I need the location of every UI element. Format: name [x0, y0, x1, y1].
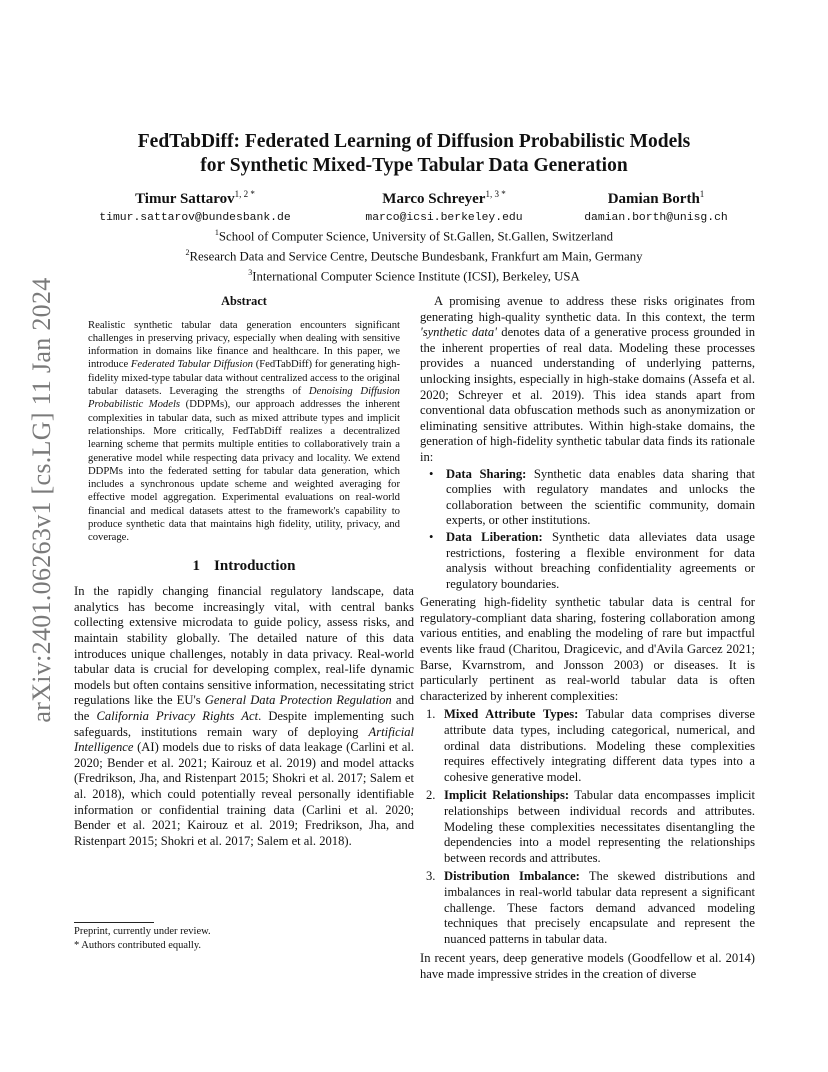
- footnote-rule: [74, 922, 154, 923]
- author-name: Damian Borth$^1$: [607, 189, 705, 207]
- footnotes: [74, 925, 414, 952]
- list-item: • Data Sharing: Synthetic data enables data sharing that complies with regulatory mandates and unlocks the collaboration between the scientific community, domain experts, or other institutions.: [429, 466, 755, 528]
- author-name: Timur Sattarov$^{1, 2 *}$: [135, 189, 255, 207]
- complexities-numbered-list: [420, 707, 755, 947]
- list-item: • Data Liberation: Synthetic data alleviates data usage restrictions, fostering a flexible environment for data analysis without breaching confidentiality agreements or regulatory boundaries.: [429, 529, 755, 591]
- paper-title: [100, 130, 728, 178]
- affiliation: $^1$School of Computer Science, University of St.Gallen, St.Gallen, Switzerland: [214, 228, 614, 244]
- list-item: 2. Implicit Relationships: Tabular data encompasses implicit relationships between individual records and attributes. Modeling these complexities necessitates disentangling the dependencies into a model representing the relationships between records and attributes.: [426, 788, 755, 865]
- right-paragraph-3: In recent years, deep generative models (Goodfellow et al. 2014) have made impressive strides in the creation of diverse: [420, 951, 755, 981]
- right-paragraph-1: A promising avenue to address these risks originates from generating high-quality synthetic data. In this context, the term 'synthetic data' denotes data of a generative process grounded in the inherent properties of real data. Modeling these processes provides a nuanced understanding of underlying patterns, unlocking insights, especially in high-stake domains (Assefa et al. 2020; Schreyer et al. 2019). This idea stands apart from conventional data obfuscation methods such as anonymization or eliminating sensitive attributes. Within high-stake domains, the generation of high-fidelity synthetic tabular data finds its rationale in:: [420, 294, 755, 464]
- rationale-bullet-list: [420, 467, 755, 593]
- author-email: timur.sattarov@bundesbank.de: [99, 212, 291, 224]
- author-2: [326, 184, 562, 227]
- right-column: [420, 294, 755, 983]
- affiliations: [100, 225, 728, 284]
- right-paragraph-2: Generating high-fidelity synthetic tabular data is central for regulatory-compliant data sharing, fostering collaboration among various entities, and enabling the modeling of rare but impactful events like fraud (Charitou, Dragicevic, and d'Avila Garcez 2021; Barse, Kvarnstrom, and Jonsson 2003) or diseases. It is particularly pertinent as real-world tabular data is often characterized by inherent complexities:: [420, 595, 755, 703]
- list-item: 1. Mixed Attribute Types: Tabular data comprises diverse attribute data types, including categorical, numerical, and ordinal data distributions. Modeling these complexities requires effectively integrating different data types into a cohesive generative model.: [426, 707, 755, 784]
- affiliation: $^2$Research Data and Service Centre, Deutsche Bundesbank, Frankfurt am Main, Germany: [185, 247, 643, 264]
- arxiv-identifier-stamp: arXiv:2401.06263v1 [cs.LG] 11 Jan 2024: [27, 277, 56, 723]
- author-block: [70, 184, 760, 224]
- author-email: damian.borth@unisg.ch: [584, 212, 728, 224]
- left-column: [74, 294, 414, 849]
- title-line-1: FedTabDiff: Federated Learning of Diffusion Probabilistic Models: [137, 131, 691, 152]
- introduction-paragraph: In the rapidly changing financial regulatory landscape, data analytics has become increasingly vital, with central banks collecting extensive microdata to guide policy, assess risks, and maintain stability globally. The detailed nature of this data introduces unique challenges, notably in data privacy. Real-world tabular data is crucial for developing complex, real-life dynamic models but often contains sensitive information, necessitating strict regulations like the EU's General Data Protection Regulation and the California Privacy Rights Act. Despite implementing such safeguards, institutions remain wary of deploying Artificial Intelligence (AI) models due to risks of data leakage (Carlini et al. 2020; Bender et al. 2021; Kairouz et al. 2019) and model attacks (Fredrikson, Jha, and Ristenpart 2015; Shokri et al. 2017; Salem et al. 2018), which could potentially reveal personally identifiable information or confidential training data (Carlini et al. 2020; Bender et al. 2021; Kairouz et al. 2019; Fredrikson, Jha, and Ristenpart 2015; Shokri et al. 2017; Salem et al. 2018).: [74, 584, 415, 848]
- title-line-2: for Synthetic Mixed-Type Tabular Data Generation: [200, 155, 628, 176]
- footnote: * Authors contributed equally.: [74, 939, 202, 951]
- footnote: Preprint, currently under review.: [74, 926, 211, 937]
- author-email: marco@icsi.berkeley.edu: [365, 212, 523, 224]
- author-3: [556, 184, 756, 227]
- author-1: [70, 184, 320, 227]
- section-heading-introduction: 1 Introduction: [192, 557, 296, 574]
- affiliation: $^3$International Computer Science Institute (ICSI), Berkeley, USA: [248, 267, 580, 283]
- abstract-heading: Abstract: [221, 294, 267, 308]
- author-name: Marco Schreyer$^{1, 3 *}$: [382, 189, 506, 207]
- list-item: 3. Distribution Imbalance: The skewed distributions and imbalances in real-world tabular data represent a significant challenge. These factors demand advanced modeling techniques that precisely encapsulate and represent the nuanced patterns in tabular data.: [426, 869, 755, 946]
- abstract-text: Realistic synthetic tabular data generation encounters significant challenges in preserving privacy, especially when dealing with sensitive information in domains like finance and healthcare. In this paper, we introduce Federated Tabular Diffusion (FedTabDiff) for generating high-fidelity mixed-type tabular data without centralized access to the original tabular datasets. Leveraging the strengths of Denoising Diffusion Probabilistic Models (DDPMs), our approach addresses the inherent complexities in tabular data, such as mixed attribute types and implicit relationships. More critically, FedTabDiff realizes a decentralized learning scheme that permits multiple entities to collaboratively train a generative model while respecting data privacy and locality. We extend DDPMs into the federated setting for tabular data generation, which includes a synchronous update scheme and weighted averaging for effective model aggregation. Experimental evaluations on real-world financial and medical datasets attest to the framework's capability to produce synthetic data that maintains high fidelity, utility, privacy, and coverage.: [88, 319, 401, 544]
